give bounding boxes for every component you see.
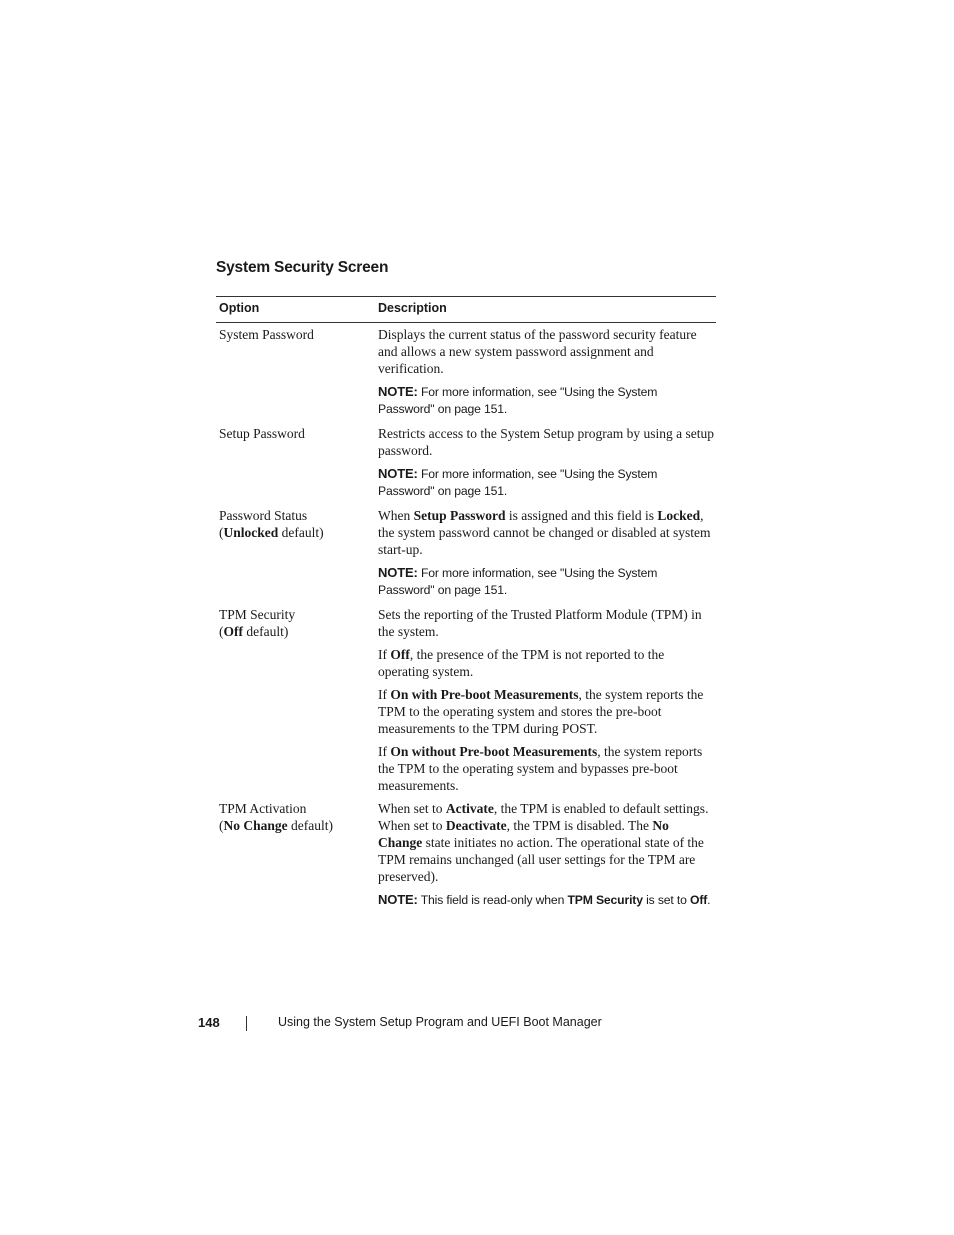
description-text: Sets the reporting of the Trusted Platform Module (TPM) in the system. — [378, 607, 702, 639]
note-text: For more information, see "Using the System Password" on page 151. — [378, 566, 658, 597]
option-cell — [216, 606, 378, 800]
option-cell — [216, 425, 378, 507]
table-row-system-password — [216, 326, 716, 425]
default-value: No Change — [223, 818, 288, 833]
option-cell — [216, 800, 378, 916]
option-label: System Password — [219, 327, 314, 342]
note-label: NOTE: — [378, 892, 418, 907]
description-cell — [378, 425, 715, 507]
description-cell — [378, 326, 715, 425]
col-header-description: Description — [378, 301, 447, 315]
table-row-setup-password — [216, 425, 716, 507]
note: NOTE: This field is read-only when TPM Security is set to Off. — [378, 892, 711, 907]
note-text: For more information, see "Using the System Password" on page 151. — [378, 467, 658, 498]
default-value: Off — [223, 624, 243, 639]
note-text: For more information, see "Using the System Password" on page 151. — [378, 385, 658, 416]
note-label: NOTE: — [378, 384, 418, 399]
default-value: Unlocked — [223, 525, 279, 540]
note — [378, 465, 715, 500]
option-label: TPM Security — [219, 607, 296, 622]
option-default: (Unlocked default) — [219, 525, 324, 540]
section-heading: System Security Screen — [216, 259, 389, 276]
option-label: TPM Activation — [219, 801, 307, 816]
table-row-tpm-security — [216, 606, 716, 800]
description-text: When Setup Password is assigned and this field is Locked, the system password cannot be changed or disabled at system start-up. — [378, 508, 711, 557]
chapter-title: Using the System Setup Program and UEFI Boot Manager — [278, 1015, 602, 1029]
col-header-option: Option — [219, 301, 260, 315]
option-cell — [216, 507, 378, 606]
option-label: Password Status — [219, 508, 308, 523]
table-row-password-status — [216, 507, 716, 606]
note-label: NOTE: — [378, 565, 418, 580]
description-cell — [378, 606, 715, 800]
page-number: 148 — [198, 1015, 220, 1030]
page-footer — [0, 1015, 954, 1035]
description-cell — [378, 507, 715, 606]
description-text: If On without Pre-boot Measurements, the system reports the TPM to the operating system and bypasses pre-boot measurements. — [378, 744, 703, 793]
description-text: Displays the current status of the password security feature and allows a new system password assignment and verification. — [378, 327, 697, 376]
option-cell — [216, 326, 378, 425]
description-cell — [378, 800, 715, 916]
description-text: If On with Pre-boot Measurements, the system reports the TPM to the operating system and stores the pre-boot measurements to the TPM during POST. — [378, 687, 704, 736]
description-text: When set to Activate, the TPM is enabled to default settings. When set to Deactivate, the TPM is disabled. The No Change state initiates no action. The operational state of the TPM remains unchanged (all user settings for the TPM are preserved). — [378, 801, 709, 884]
description-text: If Off, the presence of the TPM is not reported to the operating system. — [378, 647, 665, 679]
description-text: Restricts access to the System Setup program by using a setup password. — [378, 426, 714, 458]
note — [378, 564, 715, 599]
table-row-tpm-activation — [216, 800, 716, 916]
note-label: NOTE: — [378, 466, 418, 481]
option-default: (No Change default) — [219, 818, 333, 833]
footer-divider — [246, 1016, 247, 1031]
option-default: (Off default) — [219, 624, 289, 639]
option-label: Setup Password — [219, 426, 305, 441]
note — [378, 383, 715, 418]
security-options-table — [216, 296, 716, 916]
table-header — [216, 296, 716, 323]
